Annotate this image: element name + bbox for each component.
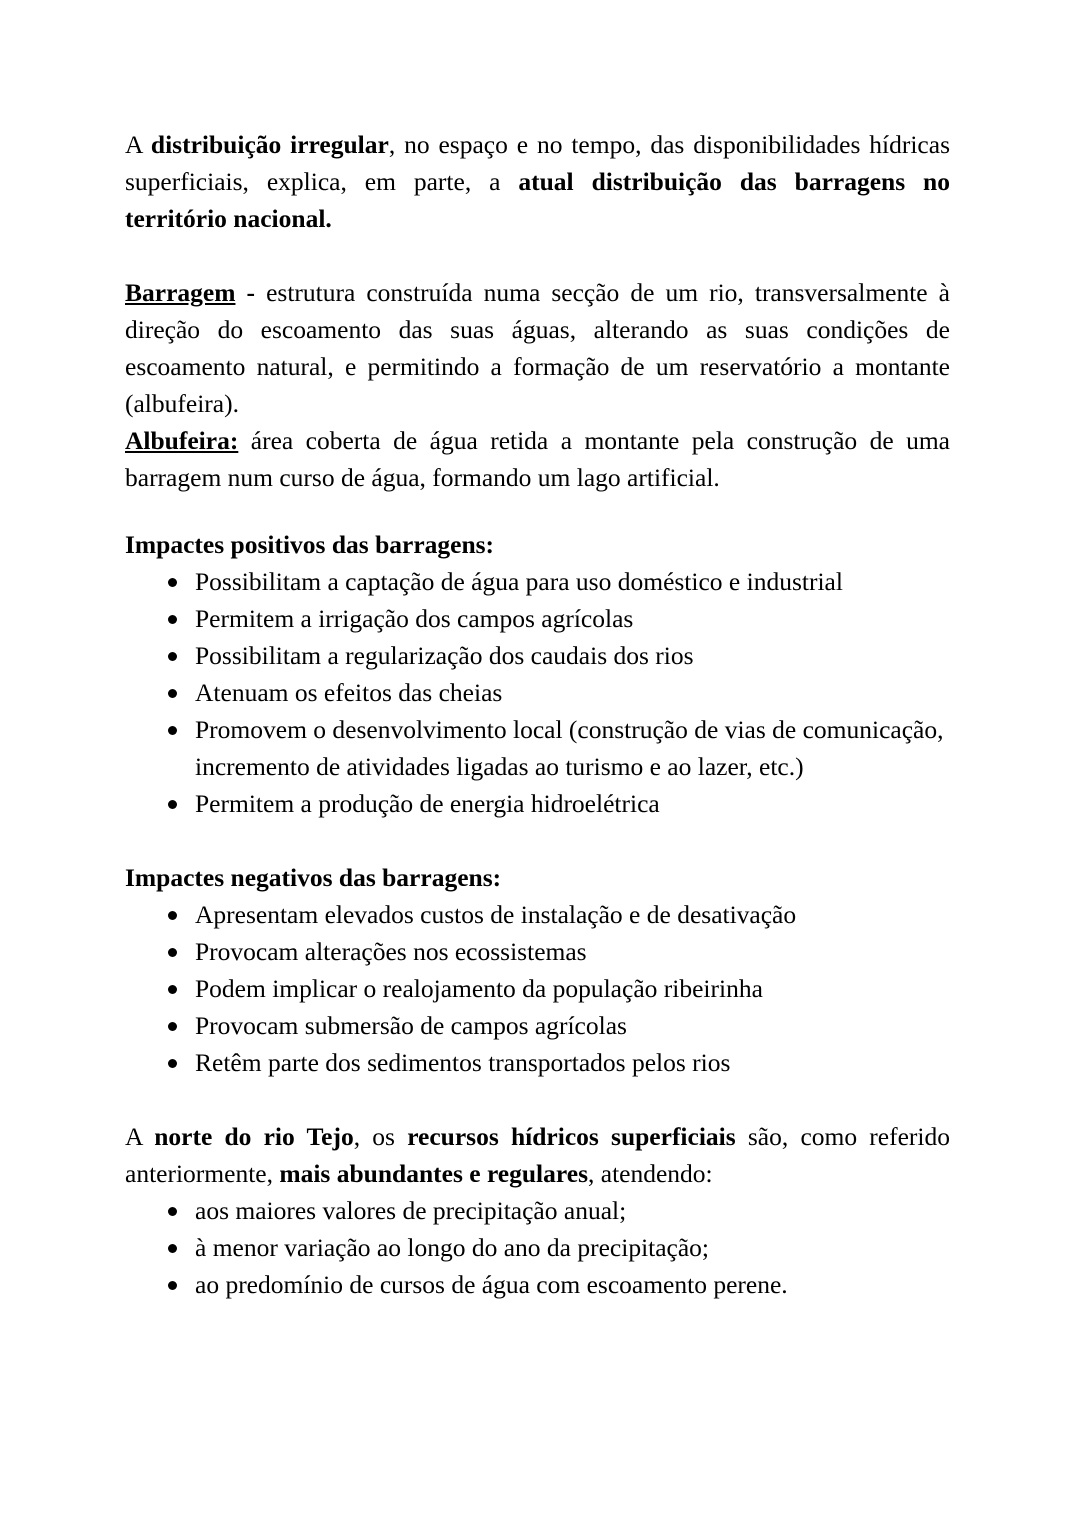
spacer-before-negative-section [125, 822, 950, 859]
heading-impactes-positivos: Impactes positivos das barragens: [125, 530, 495, 559]
norte-tejo-bold-norte-rio-tejo: norte do rio Tejo [154, 1122, 354, 1151]
norte-tejo-text-part-4: , atendendo: [588, 1159, 713, 1188]
list-item: Retêm parte dos sedimentos transportados pelos rios [125, 1044, 950, 1081]
list-item: ao predomínio de cursos de água com escoamento perene. [125, 1266, 950, 1303]
list-impactes-positivos [125, 563, 950, 822]
list-item: Permitem a irrigação dos campos agrícolas [125, 600, 950, 637]
list-item: Apresentam elevados custos de instalação e de desativação [125, 896, 950, 933]
list-item: Provocam alterações nos ecossistemas [125, 933, 950, 970]
paragraph-barragem-definition [125, 274, 950, 422]
norte-tejo-text-part-3: são, como referido anteriormente, [125, 1122, 950, 1188]
spacer-after-intro [125, 237, 950, 274]
intro-text-part-2: , no espaço e no tempo, das disponibilidades hídricas superficiais, explica, em parte, a [125, 130, 950, 196]
list-item: Provocam submersão de campos agrícolas [125, 1007, 950, 1044]
heading-impactes-negativos: Impactes negativos das barragens: [125, 863, 502, 892]
term-barragem: Barragem [125, 278, 236, 307]
list-item: à menor variação ao longo do ano da precipitação; [125, 1229, 950, 1266]
intro-bold-distribuicao-irregular: distribuição irregular [150, 130, 389, 159]
list-item: aos maiores valores de precipitação anual; [125, 1192, 950, 1229]
norte-tejo-text-part-1: A [125, 1122, 155, 1151]
list-item: Possibilitam a captação de água para uso doméstico e industrial [125, 563, 950, 600]
list-item: Possibilitam a regularização dos caudais dos rios [125, 637, 950, 674]
barragem-definition-text: estrutura construída numa secção de um rio, transversalmente à direção do escoamento das suas águas, alterando as suas condições de escoamento natural, e permitindo a formação de um reservatório a montante (albufeira). [125, 278, 950, 418]
term-albufeira: Albufeira: [125, 426, 239, 455]
albufeira-definition-text: área coberta de água retida a montante pela construção de uma barragem num curso de água, formando um lago artificial. [125, 426, 950, 492]
spacer-before-norte-tejo [125, 1081, 950, 1118]
list-item: Promovem o desenvolvimento local (construção de vias de comunicação, incremento de atividades ligadas ao turismo e ao lazer, etc.) [125, 711, 950, 785]
norte-tejo-text-part-2: , os [353, 1122, 408, 1151]
intro-bold-atual-distribuicao: atual distribuição das barragens no território nacional. [125, 167, 950, 233]
list-item: Podem implicar o realojamento da população ribeirinha [125, 970, 950, 1007]
list-norte-tejo-reasons [125, 1192, 950, 1303]
list-item: Permitem a produção de energia hidroelétrica [125, 785, 950, 822]
paragraph-albufeira-definition [125, 422, 950, 496]
paragraph-norte-do-rio-tejo [125, 1118, 950, 1192]
list-impactes-negativos [125, 896, 950, 1081]
barragem-dash: - [235, 278, 267, 307]
list-item: Atenuam os efeitos das cheias [125, 674, 950, 711]
norte-tejo-bold-mais-abundantes: mais abundantes e regulares [279, 1159, 588, 1188]
paragraph-intro [125, 126, 950, 237]
norte-tejo-bold-recursos-hidricos: recursos hídricos superficiais [407, 1122, 736, 1151]
spacer-before-positive-section [125, 496, 950, 526]
intro-text-part-1: A [125, 130, 151, 159]
